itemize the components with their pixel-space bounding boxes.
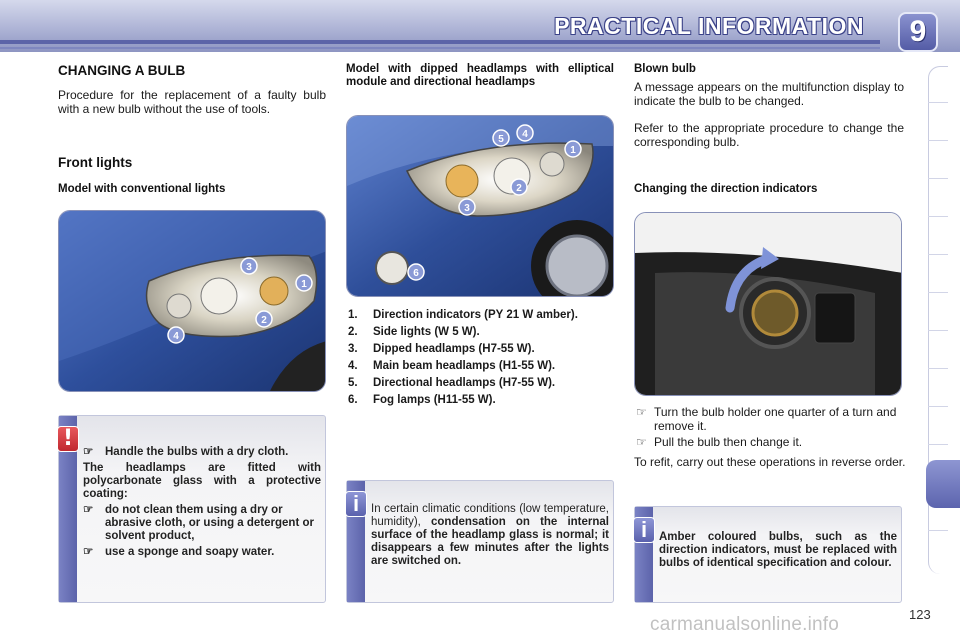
- list-item: 2. Side lights (W 5 W).: [348, 326, 480, 338]
- subheading-conventional-lights: Model with conventional lights: [58, 183, 226, 195]
- indicator-steps: [634, 406, 906, 453]
- info-box-condensation: [346, 480, 614, 603]
- list-item: 4. Main beam headlamps (H1-55 W).: [348, 360, 556, 372]
- thumb-index-divider: [928, 330, 948, 331]
- warning-box-text: [83, 446, 321, 562]
- warning-box: [58, 415, 326, 603]
- photo-direction-indicator: [634, 212, 902, 396]
- page-title: PRACTICAL INFORMATION: [554, 13, 864, 39]
- warning-item: ☞ use a sponge and soapy water.: [83, 546, 275, 558]
- svg-text:3: 3: [464, 203, 470, 214]
- thumb-index-divider: [928, 406, 948, 407]
- chapter-number-badge: 9: [898, 12, 938, 52]
- pointing-hand-icon: ☞: [83, 446, 94, 458]
- thumb-index-active-tab[interactable]: [926, 460, 960, 508]
- thumb-index-divider: [928, 444, 948, 445]
- thumb-index-divider: [928, 368, 948, 369]
- svg-text:4: 4: [522, 129, 528, 140]
- subheading-direction-indicators: Changing the direction indicators: [634, 183, 818, 195]
- subheading-elliptical-model: Model with dipped headlamps with elliptical module and directional headlamps: [346, 63, 614, 88]
- watermark: carmanualsonline.info: [650, 614, 840, 635]
- warning-paragraph: The headlamps are fitted with polycarbonate glass with a protective coating:: [83, 462, 321, 500]
- svg-text:6: 6: [413, 268, 419, 279]
- page-header: [0, 0, 960, 52]
- pointing-hand-icon: ☞: [636, 435, 647, 449]
- photo-conventional-headlamp: [58, 210, 326, 392]
- thumb-index-divider: [928, 140, 948, 141]
- list-item: 6. Fog lamps (H11-55 W).: [348, 394, 496, 406]
- warning-exclamation-icon: !: [57, 426, 79, 452]
- subheading-blown-bulb: Blown bulb: [634, 63, 696, 75]
- list-item: ☞ Turn the bulb holder one quarter of a turn and remove it.: [636, 405, 897, 433]
- intro-paragraph: Procedure for the replacement of a faulty bulb with a new bulb without the use of tools.: [58, 88, 326, 116]
- photo-elliptical-headlamp: [346, 115, 614, 297]
- info-icon: i: [633, 517, 655, 543]
- subheading-front-lights: Front lights: [58, 155, 133, 170]
- thumb-index-divider: [928, 102, 948, 103]
- page-number: 123: [909, 607, 931, 622]
- svg-text:1: 1: [570, 145, 576, 156]
- svg-text:2: 2: [516, 183, 522, 194]
- blown-paragraph-2: Refer to the appropriate procedure to change the corresponding bulb.: [634, 121, 904, 149]
- section-heading-changing-bulb: CHANGING A BULB: [58, 63, 186, 78]
- thumb-index-divider: [928, 254, 948, 255]
- svg-text:5: 5: [498, 134, 504, 145]
- info-box-text: In certain climatic conditions (low temperature, humidity), condensation on the internal surface of the headlamp glass is normal; it disappears a few minutes after the lights are switched on.: [371, 503, 609, 567]
- warning-item: ☞ Handle the bulbs with a dry cloth.: [83, 446, 289, 458]
- svg-text:4: 4: [173, 331, 179, 342]
- pointing-hand-icon: ☞: [636, 405, 647, 419]
- svg-text:2: 2: [261, 315, 267, 326]
- refit-paragraph: To refit, carry out these operations in reverse order.: [634, 455, 906, 469]
- thumb-index-divider: [928, 178, 948, 179]
- info-box-text: Amber coloured bulbs, such as the direction indicators, must be replaced with bulbs of identical specification and colour.: [659, 531, 897, 569]
- header-stripe-thin: [0, 47, 880, 49]
- pointing-hand-icon: ☞: [83, 504, 94, 516]
- thumb-index-divider: [928, 216, 948, 217]
- info-box-amber-bulbs: [634, 506, 902, 603]
- header-stripe: [0, 40, 880, 44]
- svg-text:3: 3: [246, 262, 252, 273]
- svg-text:1: 1: [301, 279, 307, 290]
- blown-paragraph-1: A message appears on the multifunction display to indicate the bulb to be changed.: [634, 80, 904, 108]
- bulb-list: [348, 309, 620, 411]
- warning-item: ☞ do not clean them using a dry or abrasive cloth, or using a detergent or solvent product,: [83, 504, 314, 542]
- pointing-hand-icon: ☞: [83, 546, 94, 558]
- list-item: 1. Direction indicators (PY 21 W amber).: [348, 309, 578, 321]
- list-item: 5. Directional headlamps (H7-55 W).: [348, 377, 556, 389]
- list-item: 3. Dipped headlamps (H7-55 W).: [348, 343, 535, 355]
- thumb-index-divider: [928, 530, 948, 531]
- info-icon: i: [345, 491, 367, 517]
- list-item: ☞ Pull the bulb then change it.: [636, 435, 803, 449]
- thumb-index-divider: [928, 292, 948, 293]
